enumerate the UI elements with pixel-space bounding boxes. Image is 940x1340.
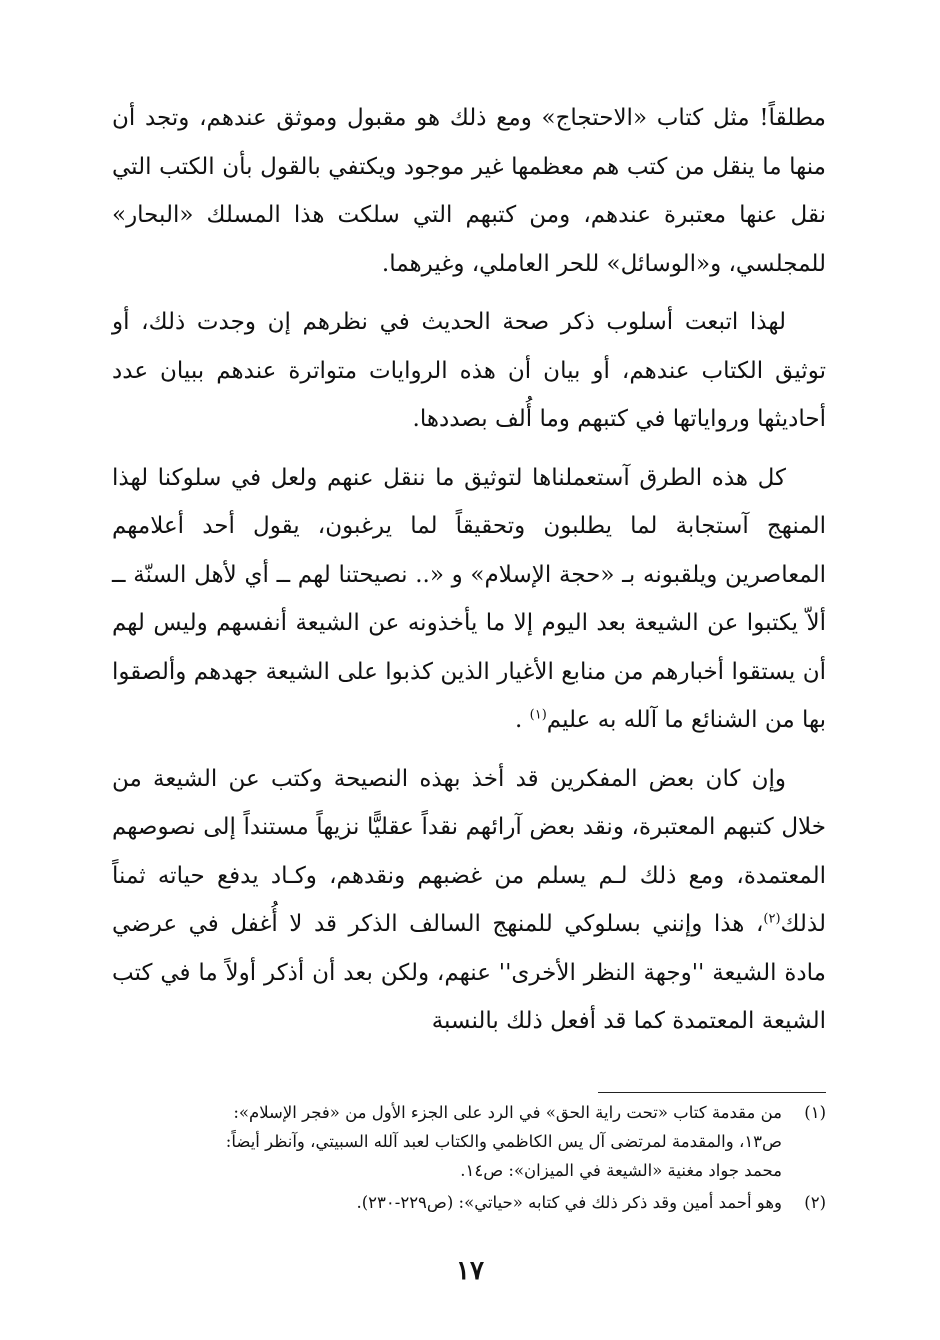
footnote-1	[110, 1098, 826, 1185]
footnote-number: (١)	[804, 1103, 826, 1122]
paragraph-2: لهذا اتبعت أسلوب ذكر صحة الحديث في نظرهم إن وجدت ذلك، أو توثيق الكتاب عندهم، أو بيان أن هذه الروايات متواترة عندهم ببيان عدد أحاديثها ورواياتها في كتبهم وما أُلف بصددها.	[112, 309, 826, 432]
footnote-divider	[598, 1092, 826, 1093]
footnote-line: ص١٣، والمقدمة لمرتضى آل يس الكاظمي والكتاب لعبد آلله السبيتي، وآنظر أيضاً:	[225, 1132, 782, 1151]
footnote-text	[110, 1098, 782, 1185]
footnote-line: وهو أحمد أمين وقد ذكر ذلك في كتابه «حياتي»: (ص٢٢٩-٢٣٠).	[356, 1193, 782, 1212]
paragraph-3-end: .	[515, 707, 530, 733]
footnote-number: (٢)	[804, 1193, 826, 1212]
footnote-ref-2: (٢)	[763, 911, 781, 927]
page-number: ١٧	[456, 1256, 484, 1286]
paragraph-3	[112, 454, 826, 745]
footnote-line: من مقدمة كتاب «تحت راية الحق» في الرد على الجزء الأول من «فجر الإسلام»:	[233, 1103, 782, 1122]
paragraph-4-continuation: ، هذا وإنني بسلوكي للمنهج السالف الذكر قد لا أُغفل في عرضي مادة الشيعة ''وجهة النظر الأخرى'' عنهم، ولكن بعد أن أذكر أولاً ما في كتب الشيعة المعتمدة كما قد أفعل ذلك بالنسبة	[112, 911, 826, 1034]
paragraph-4	[112, 755, 826, 1046]
paragraph-1: مطلقاً! مثل كتاب «الاحتجاج» ومع ذلك هو مقبول وموثق عندهم، وتجد أن منها ما ينقل من كتب هم معظمها غير موجود ويكتفي بالقول بأن الكتب التي نقل عنها معتبرة عندهم، ومن كتبهم التي سلكت هذا المسلك «البحار» للمجلسي، و«الوسائل» للحر العاملي، وغيرهما.	[112, 105, 826, 277]
main-text	[112, 94, 826, 1046]
footnote-2	[110, 1188, 826, 1217]
paragraph-3-text: كل هذه الطرق آستعملناها لتوثيق ما ننقل عنهم ولعل في سلوكنا لهذا المنهج آستجابة لما يطلبون وتحقيقاً لما يرغبون، يقول أحد أعلامهم المعاصرين ويلقبونه بـ «حجة الإسلام» و «.. نصيحتنا لهم ــ أي لأهل السنّة ــ ألاّ يكتبوا عن الشيعة بعد اليوم إلا ما يأخذونه عن الشيعة أنفسهم وليس لهم أن يستقوا أخبارهم من منابع الأغيار الذين كذبوا على الشيعة جهدهم وألصقوا بها من الشنائع ما آلله به عليم	[112, 464, 826, 733]
footnotes	[110, 1098, 826, 1220]
footnote-ref-1: (١)	[529, 707, 547, 723]
paragraph-4-text: وإن كان بعض المفكرين قد أخذ بهذه النصيحة وكتب عن الشيعة من خلال كتبهم المعتبرة، ونقد بعض آرائهم نقداً عقليًّا نزيهاً مستنداً إلى نصوصهم المعتمدة، ومع ذلك لـم يسلم من غضبهم ونقدهم، وكـاد يدفع حياته ثمناً لذلك	[112, 765, 826, 937]
footnote-text	[110, 1188, 782, 1217]
footnote-line: محمد جواد مغنية «الشيعة في الميزان»: ص١٤.	[460, 1161, 782, 1180]
